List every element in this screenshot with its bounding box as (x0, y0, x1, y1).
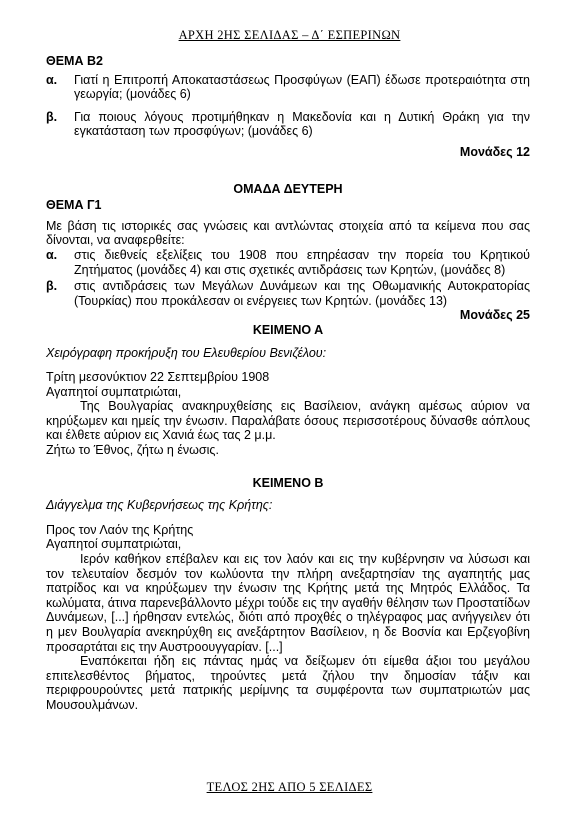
question-letter: α. (46, 247, 58, 262)
theme-b2-title: ΘΕΜΑ Β2 (46, 54, 103, 68)
group-two-title: ΟΜΑΔΑ ΔΕΥΤΕΡΗ (233, 181, 343, 196)
question-text: στις αντιδράσεις των Μεγάλων Δυνάμεων και της Οθωμανικής Αυτοκρατορίας (Τουρκίας) που προκάλεσαν οι ενέργειες των Κρητών. (μονάδες 13) (74, 279, 530, 308)
page-footer-text: ΤΕΛΟΣ 2ΗΣ ΑΠΟ 5 ΣΕΛΙΔΕΣ (206, 780, 373, 794)
text-b-source: Διάγγελμα της Κυβερνήσεως της Κρήτης: (46, 498, 273, 513)
marks-g1: Μονάδες 25 (459, 308, 530, 323)
question-letter: β. (46, 279, 58, 294)
theme-g1-intro: Με βάση τις ιστορικές σας γνώσεις και αντλώντας στοιχεία από τα κείμενα που σας δίνονται, να αναφερθείτε: (46, 218, 530, 248)
page-header-text: ΑΡΧΗ 2ΗΣ ΣΕΛΙΔΑΣ – Δ΄ ΕΣΠΕΡΙΝΩΝ (178, 28, 401, 42)
text-b-paragraph-2: Εναπόκειται ήδη εις πάντας ημάς να δείξωμεν ότι είμεθα άξιοι του μεγάλου επιτελεσθέντος βήματος, τηρούντες μετά ζήλου την δημοσίαν τάξιν και περιφρουρούντες μετά πατρικής μερίμνης τα συμφέροντα των συμπατριωτών μας Μουσουλμάνων. (46, 654, 530, 712)
text-b-paragraph-1: Ιερόν καθήκον επέβαλεν και εις τον λαόν και εις την κυβέρνησιν να λύσωσι και τον τελευταίον δεσμόν τον κωλύοντα την πλήρη ανεξαρτησίαν της αγαπητής μας πατρίδος και να κηρύξωμεν την ένωσιν της Κρήτης μετά της Μητρός Ελλάδος. Τα κωλύματα, άτινα παρενεβάλλοντο μέχρι τούδε εις την αγαθήν θέλησιν των Προστατίδων Δυνάμεων, [...] ήρθησαν εντελώς, διότι από προχθές ο τηλέγραφος μας ανήγγειλεν ότι η μεν Βουλγαρία ανεκηρύχθη εις ανεξάρτητον Βασίλειον, η δε Βοσνία και Ερζεγοβίνη προσαρτάται εις την Αυστροουγγαρίαν. [...] (46, 552, 530, 654)
text-a-salutation: Αγαπητοί συμπατριώται, (46, 384, 182, 399)
text-a-date: Τρίτη μεσονύκτιον 22 Σεπτεμβρίου 1908 (46, 370, 270, 385)
theme-g1-title: ΘΕΜΑ Γ1 (46, 198, 102, 213)
question-g1-b (46, 279, 530, 308)
text-a-source: Χειρόγραφη προκήρυξη του Ελευθερίου Βενιζέλου: (46, 345, 327, 360)
question-b2-b (46, 110, 530, 139)
text-b-title: ΚΕΙΜΕΝΟ Β (252, 475, 324, 490)
question-text: Γιατί η Επιτροπή Αποκαταστάσεως Προσφύγων (ΕΑΠ) έδωσε προτεραιότητα στη γεωργία; (μονάδες 6) (74, 72, 530, 102)
text-b-addressee: Προς τον Λαόν της Κρήτης (46, 522, 194, 537)
marks-b2: Μονάδες 12 (459, 144, 530, 159)
text-a-closing: Ζήτω το Έθνος, ζήτω η ένωσις. (46, 443, 219, 458)
question-g1-a (46, 248, 530, 277)
question-text: Για ποιους λόγους προτιμήθηκαν η Μακεδονία και η Δυτική Θράκη για την εγκατάσταση των προσφύγων; (μονάδες 6) (74, 109, 530, 139)
question-text: στις διεθνείς εξελίξεις του 1908 που επηρέασαν την πορεία του Κρητικού Ζητήματος (μονάδες 4) και στις σχετικές αντιδράσεις των Κρητών, (μονάδες 8) (74, 247, 530, 277)
text-b-salutation: Αγαπητοί συμπατριώται, (46, 537, 182, 552)
text-a-title: ΚΕΙΜΕΝΟ Α (252, 322, 324, 337)
page-footer (0, 780, 579, 795)
question-b2-a (46, 73, 530, 102)
exam-content (46, 50, 530, 713)
question-letter: β. (46, 109, 58, 124)
page-header (0, 28, 579, 43)
text-a-paragraph: Της Βουλγαρίας ανακηρυχθείσης εις Βασίλειον, ανάγκη αμέσως αύριον να κηρύξωμεν και ημείς την ένωσιν. Παραλάβατε όσους περισσοτέρους δύνασθε αόπλους και έλθετε αύριον εις Χανιά έως τας 2 μ.μ. (46, 399, 530, 443)
question-letter: α. (46, 72, 58, 87)
